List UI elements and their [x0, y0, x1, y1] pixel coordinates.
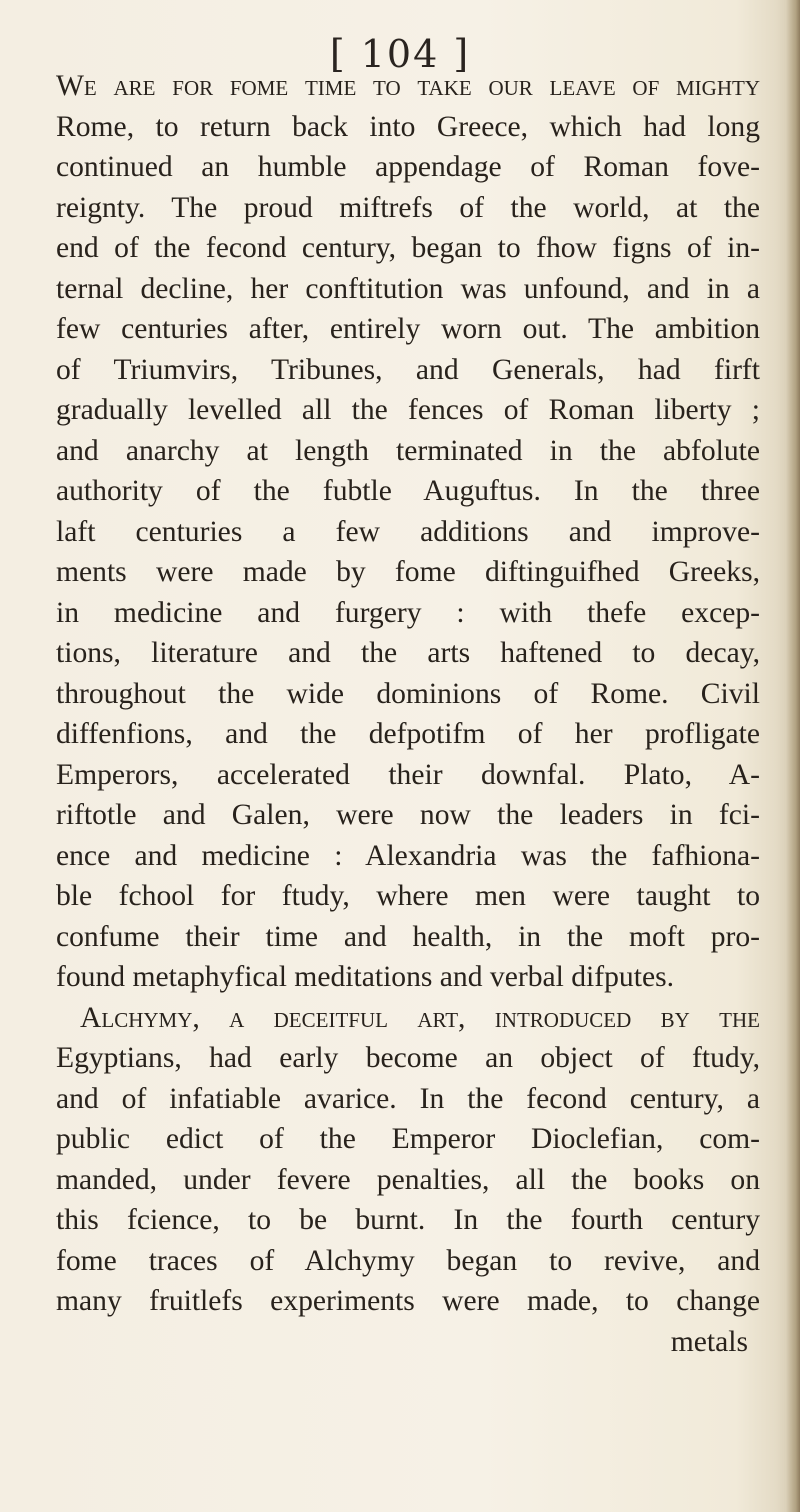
- text-line: authority of the fubtle Auguftus. In the three: [56, 475, 760, 507]
- text-line: end of the fecond century, began to fhow figns of in-: [56, 232, 760, 264]
- text-line: Alchymy, a deceitful art, introduced by the: [80, 1001, 760, 1034]
- text-line: confume their time and health, in the moft pro-: [56, 920, 760, 953]
- text-line: tions, literature and the arts haftened to decay,: [56, 637, 760, 669]
- text-line: in medicine and furgery : with thefe excep-: [56, 596, 760, 629]
- text-line: laft centuries a few additions and improve-: [56, 515, 760, 548]
- text-line: throughout the wide dominions of Rome. Civil: [56, 677, 760, 710]
- text-line: of Triumvirs, Tribunes, and Generals, had firft: [56, 353, 760, 386]
- text-line: gradually levelled all the fences of Roman liberty ;: [56, 394, 760, 426]
- text-line: fome traces of Alchymy began to revive, and: [56, 1244, 760, 1277]
- body-text: [56, 66, 760, 1362]
- text-line: reignty. The proud miftrefs of the world, at the: [56, 191, 760, 224]
- text-line: ble fchool for ftudy, where men were taught to: [56, 880, 760, 912]
- text-line: continued an humble appendage of Roman fove-: [56, 151, 760, 183]
- text-line: few centuries after, entirely worn out. The ambition: [56, 313, 760, 345]
- text-line: ternal decline, her conftitution was unfound, and in a: [56, 272, 760, 305]
- text-line: We are for fome time to take our leave of mighty: [56, 70, 760, 102]
- text-line: many fruitlefs experiments were made, to change: [56, 1285, 760, 1317]
- text-line: manded, under fevere penalties, all the books on: [56, 1163, 760, 1196]
- text-line: this fcience, to be burnt. In the fourth century: [56, 1204, 760, 1236]
- text-line: and of infatiable avarice. In the fecond century, a: [56, 1082, 760, 1115]
- catchword: metals: [670, 1325, 748, 1358]
- text-line: public edict of the Emperor Dioclefian, com-: [56, 1123, 760, 1155]
- text-line: Emperors, accelerated their downfal. Plato, A-: [56, 758, 760, 791]
- text-line: riftotle and Galen, were now the leaders in fci-: [56, 799, 760, 831]
- page-edge-shadow: [786, 0, 800, 1512]
- text-line: diffenfions, and the defpotifm of her profligate: [56, 718, 760, 750]
- text-line: ence and medicine : Alexandria was the fafhiona-: [56, 839, 760, 872]
- text-line: found metaphyfical meditations and verbal difputes.: [56, 961, 675, 993]
- page-number-header: [ 104 ]: [329, 32, 471, 76]
- text-line: ments were made by fome diftinguifhed Greeks,: [56, 556, 760, 588]
- text-line: Rome, to return back into Greece, which had long: [56, 110, 760, 143]
- text-line: Egyptians, had early become an object of ftudy,: [56, 1042, 760, 1074]
- text-line: and anarchy at length terminated in the abfolute: [56, 434, 760, 467]
